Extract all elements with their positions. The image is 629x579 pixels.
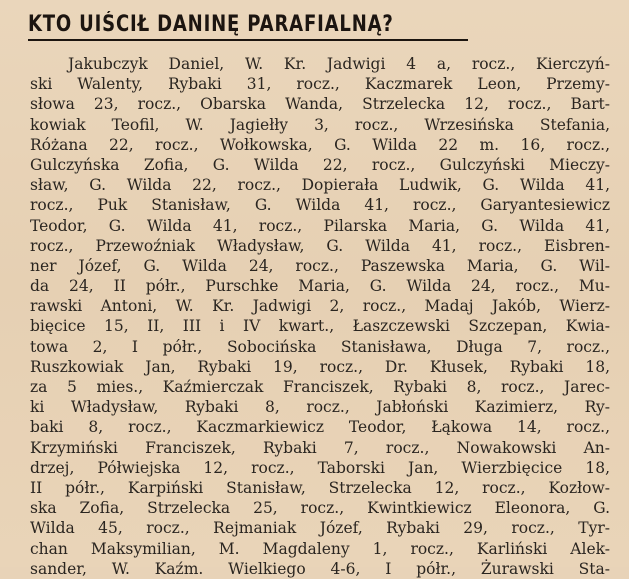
article-line: bięcice 15, II, III i IV kwart., Łaszczewski Szczepan, Kwia-	[30, 317, 610, 336]
article-line: da 24, II półr., Purschke Maria, G. Wilda 24, rocz., Mu-	[30, 277, 610, 296]
article-line: ski Walenty, Rybaki 31, rocz., Kaczmarek Leon, Przemy-	[30, 75, 610, 94]
article-line: sław, G. Wilda 22, rocz., Dopierała Ludwik, G. Wilda 41,	[30, 176, 610, 195]
article-line: za 5 mies., Kaźmierczak Franciszek, Rybaki 8, rocz., Jarec-	[30, 378, 610, 396]
article-line: ska Zofia, Strzelecka 25, rocz., Kwintkiewicz Eleonora, G.	[30, 499, 610, 518]
article-line: II półr., Karpiński Stanisław, Strzelecka 12, rocz., Kozłow-	[30, 478, 610, 497]
article-line: ner Józef, G. Wilda 24, rocz., Paszewska Maria, G. Wil-	[30, 256, 610, 275]
article-line: kowiak Teofil, W. Jagiełły 3, rocz., Wrzesińska Stefania,	[30, 115, 610, 134]
article-line: Krzymiński Franciszek, Rybaki 7, rocz., Nowakowski An-	[30, 438, 610, 457]
article-line: Wilda 45, rocz., Rejmaniak Józef, Rybaki 29, rocz., Tyr-	[30, 519, 610, 538]
article-line: rawski Antoni, W. Kr. Jadwigi 2, rocz., Madaj Jakób, Wierz-	[30, 297, 610, 316]
article-line: drzej, Półwiejska 12, rocz., Taborski Jan, Wierzbięcice 18,	[30, 458, 610, 477]
article-line: rocz., Puk Stanisław, G. Wilda 41, rocz., Garyantesiewicz	[30, 196, 610, 215]
article-line: rocz., Przewoźniak Władysław, G. Wilda 41, rocz., Eisbren-	[30, 236, 610, 255]
headline: KTO UIŚCIŁ DANINĘ PARAFIALNĄ?	[28, 12, 394, 37]
article-line: słowa 23, rocz., Obarska Wanda, Strzelecka 12, rocz., Bart-	[30, 95, 610, 114]
headline-underline	[28, 39, 468, 41]
article-line: baki 8, rocz., Kaczmarkiewicz Teodor, Łąkowa 14, rocz.,	[30, 418, 610, 437]
article-line: Ruszkowiak Jan, Rybaki 19, rocz., Dr. Kłusek, Rybaki 18,	[30, 357, 610, 376]
article-line: towa 2, I półr., Sobocińska Stanisława, Długa 7, rocz.,	[30, 337, 610, 356]
article-line: Teodor, G. Wilda 41, rocz., Pilarska Maria, G. Wilda 41,	[30, 216, 610, 235]
article-line: Jakubczyk Daniel, W. Kr. Jadwigi 4 a, rocz., Kierczyń-	[68, 55, 610, 73]
article-line: sander, W. Kaźm. Wielkiego 4-6, I półr., Żurawski Sta-	[30, 559, 610, 578]
article-line: Gulczyńska Zofia, G. Wilda 22, rocz., Gulczyński Mieczy-	[30, 155, 610, 174]
article-line: ki Władysław, Rybaki 8, rocz., Jabłoński Kazimierz, Ry-	[30, 398, 610, 417]
article-body	[30, 54, 610, 578]
article-line: chan Maksymilian, M. Magdaleny 1, rocz., Karliński Alek-	[30, 539, 610, 558]
article-line: Różana 22, rocz., Wołkowska, G. Wilda 22 m. 16, rocz.,	[30, 135, 610, 154]
